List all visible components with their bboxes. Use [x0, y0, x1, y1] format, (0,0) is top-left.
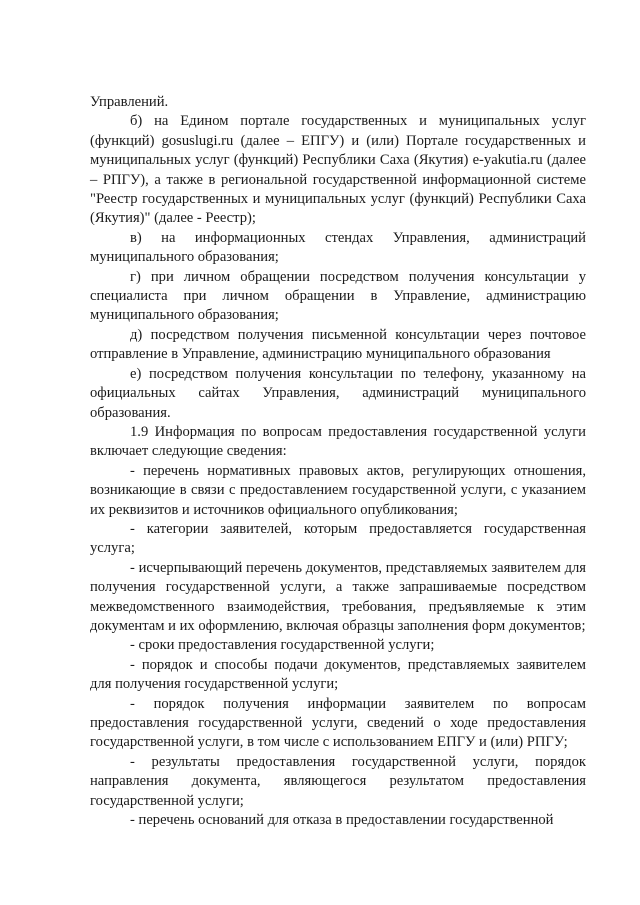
list-item-documents-list: - исчерпывающий перечень документов, представляемых заявителем для получения государственной услуги, а также запрашиваемые посредством межведомственного взаимодействия, требования, предъявляемые к этим документам и их оформлению, включая образцы заполнения форм документов;	[90, 559, 586, 634]
list-item-information-procedure: - порядок получения информации заявителем по вопросам предоставления государственной услуги, сведений о ходе предоставления государственной услуги, в том числе с использованием ЕПГУ и (или) РПГУ;	[90, 695, 586, 751]
list-item-service-terms: - сроки предоставления государственной услуги;	[130, 637, 435, 654]
paragraph-item-v: в) на информационных стендах Управления, администраций муниципального образования;	[90, 229, 586, 266]
list-item-service-results: - результаты предоставления государственной услуги, порядок направления документа, являющегося результатом предоставления государственной услуги;	[90, 753, 586, 809]
list-item-normative-acts: - перечень нормативных правовых актов, регулирующих отношения, возникающие в связи с предоставлением государственной услуги, с указанием их реквизитов и источников официального опубликования;	[90, 462, 586, 518]
paragraph-item-e: е) посредством получения консультации по телефону, указанному на официальных сайтах Управления, администраций муниципального образования.	[90, 365, 586, 421]
list-item-applicant-categories: - категории заявителей, которым предоставляется государственная услуга;	[90, 520, 586, 557]
list-item-submission-methods: - порядок и способы подачи документов, представляемых заявителем для получения государственной услуги;	[90, 656, 586, 693]
paragraph-continuation: Управлений.	[90, 94, 169, 110]
paragraph-item-b: б) на Едином портале государственных и муниципальных услуг (функций) gosuslugi.ru (далее – ЕПГУ) и (или) Портале государственных и муниципальных услуг (функций) Республики Саха (Якутия) e-yakutia.ru (далее – РПГУ), а также в региональной государственной информационной системе "Реестр государственных и муниципальных услуг (функций) Республики Саха (Якутия)" (далее - Реестр);	[90, 113, 586, 227]
paragraph-section-1-9: 1.9 Информация по вопросам предоставления государственной услуги включает следующие сведения:	[90, 423, 586, 460]
paragraph-item-d: д) посредством получения письменной консультации через почтовое отправление в Управление, администрацию муниципального образования	[90, 326, 586, 363]
list-item-refusal-grounds: - перечень оснований для отказа в предоставлении государственной	[130, 812, 554, 829]
paragraph-item-g: г) при личном обращении посредством получения консультации у специалиста при личном обращении в Управление, администрацию муниципального образования;	[90, 268, 586, 324]
document-body	[90, 93, 586, 830]
